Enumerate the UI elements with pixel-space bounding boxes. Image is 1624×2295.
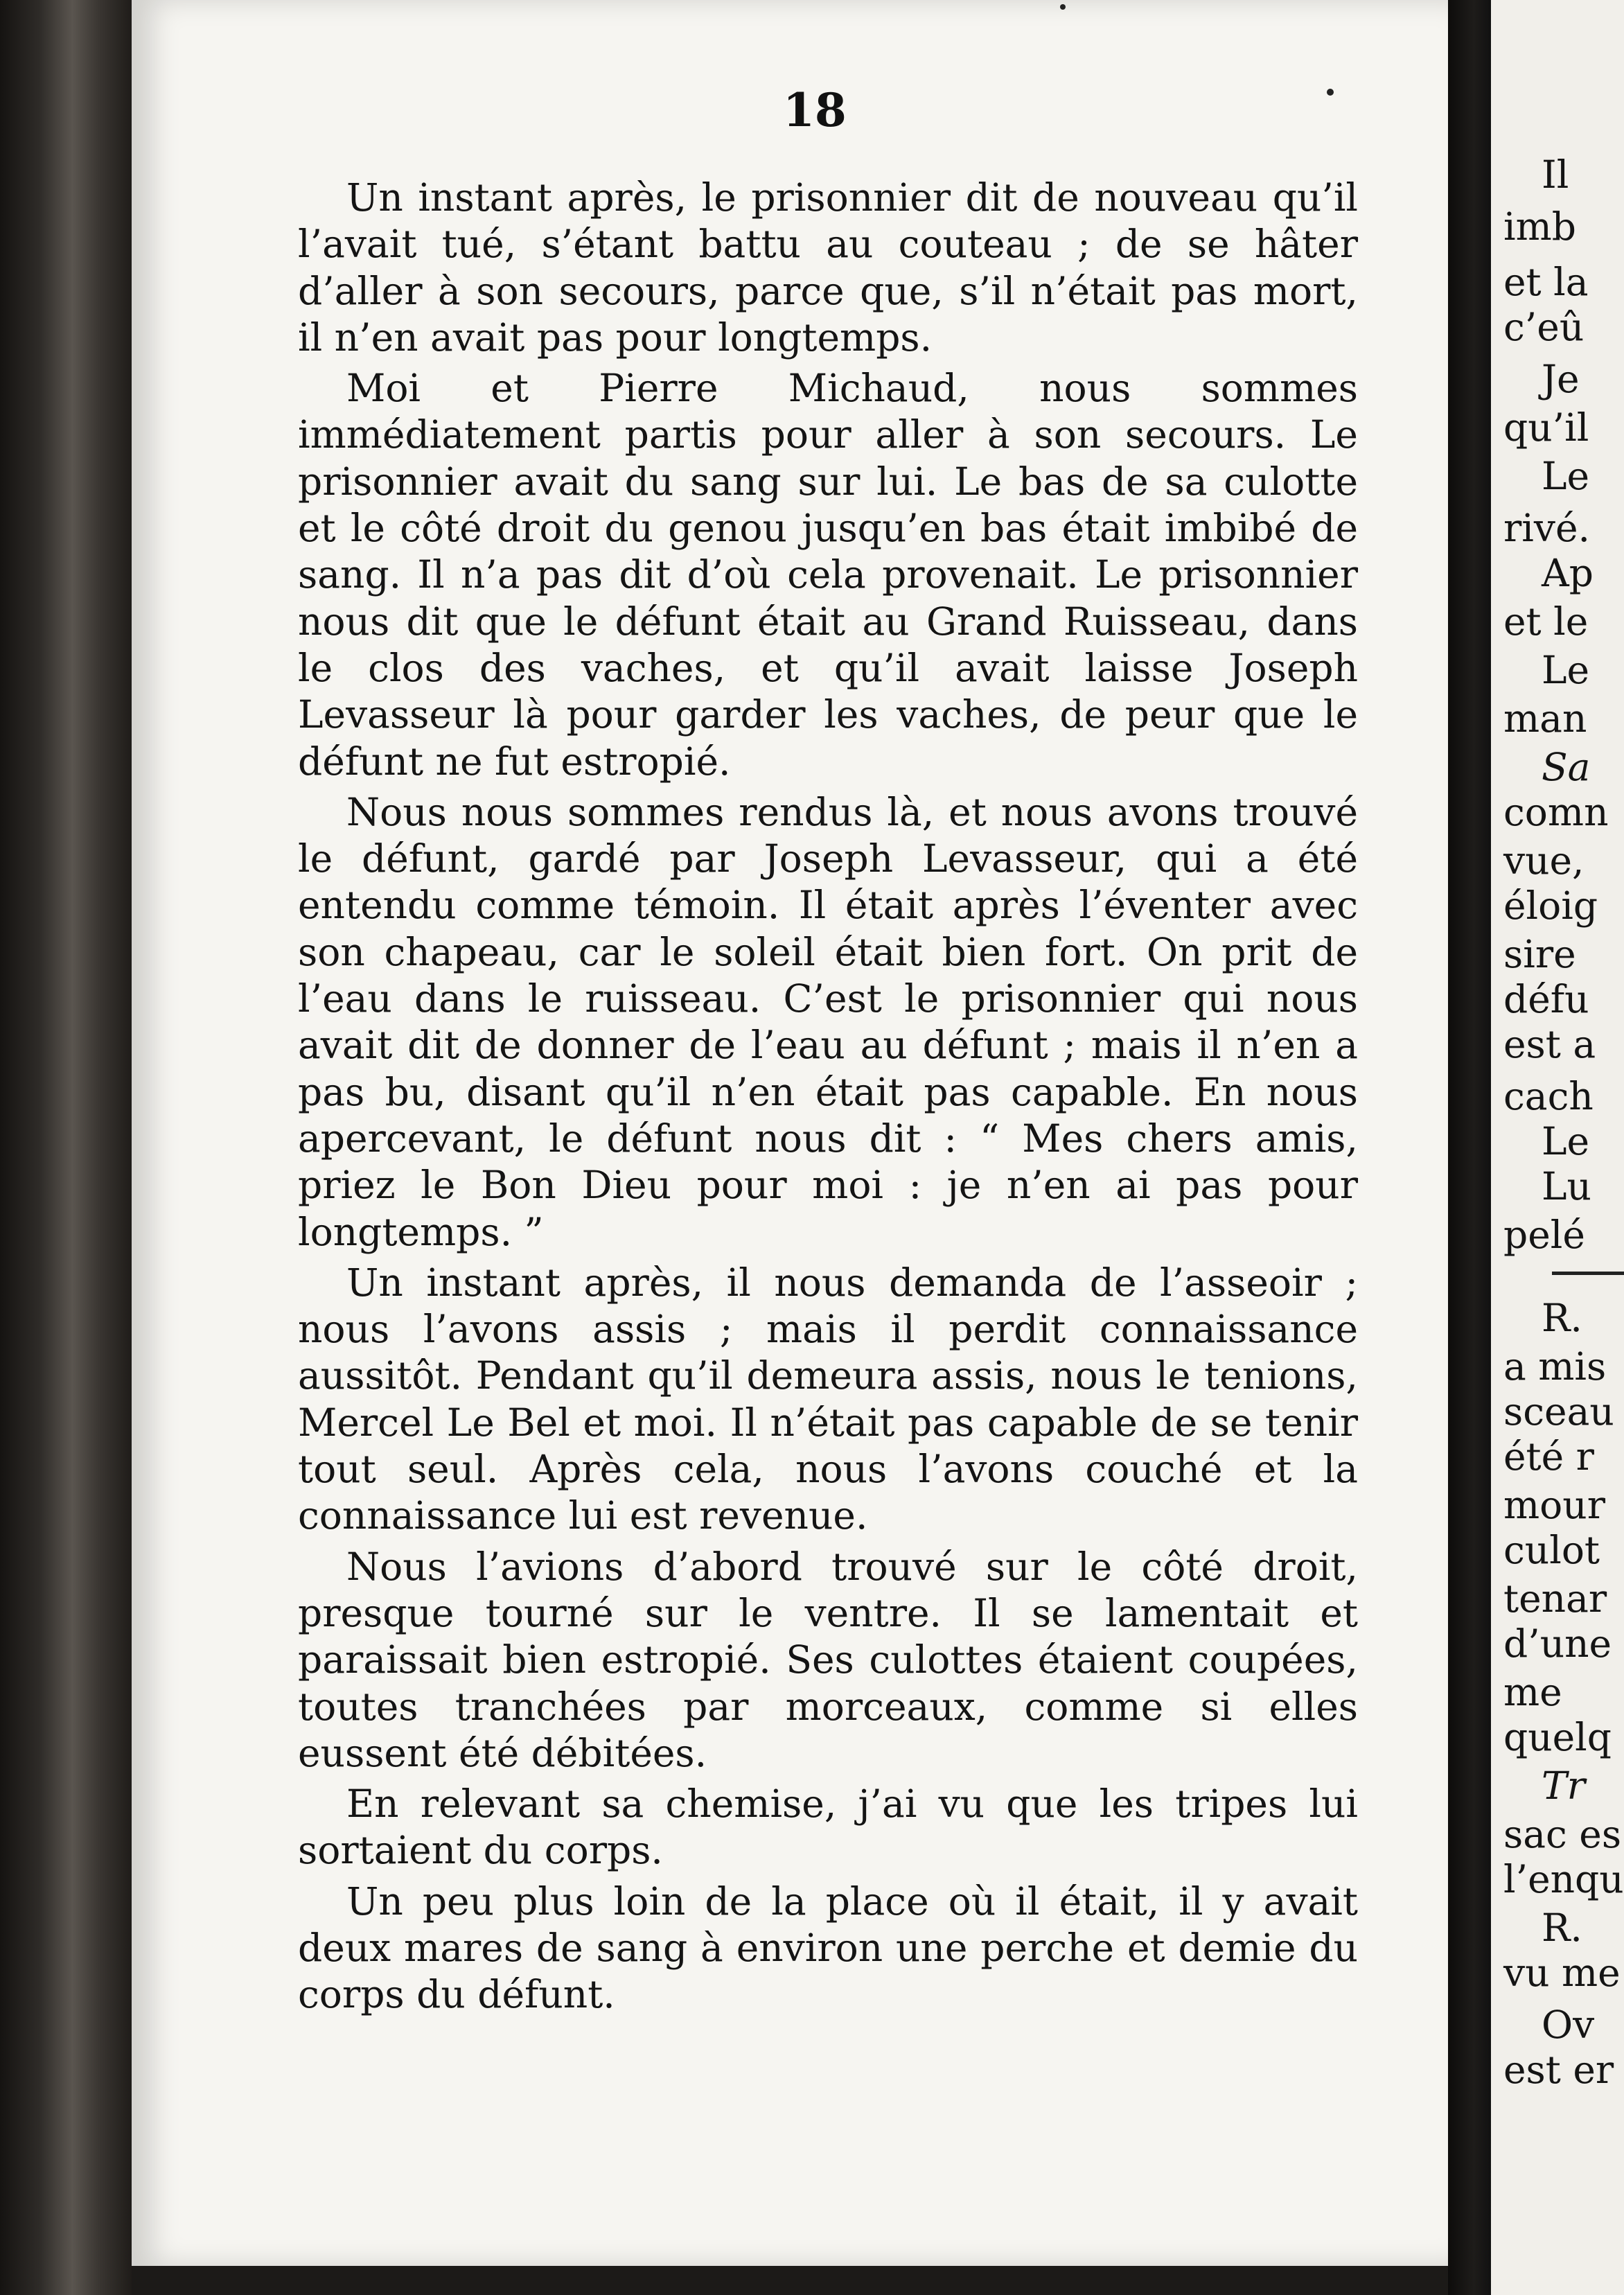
page-number: 18 bbox=[783, 83, 847, 137]
facing-page-line: R. bbox=[1542, 1906, 1582, 1950]
facing-page-line: culot bbox=[1503, 1528, 1600, 1572]
facing-page-line: Il bbox=[1542, 152, 1569, 197]
facing-page-line: sire bbox=[1503, 932, 1576, 976]
facing-page-rule bbox=[1552, 1272, 1624, 1275]
paragraph-1: Un instant après, le prisonnier dit de nouveau qu’il l’avait tué, s’étant battu au couteau ; de se hâter d’aller à son secours, parce que, s’il n’était pas mort, il n’en avait pas pour longtemps. bbox=[298, 175, 1358, 360]
facing-page-line: man bbox=[1503, 696, 1587, 741]
facing-page-line: et le bbox=[1503, 599, 1589, 644]
facing-page-line: Le bbox=[1542, 648, 1590, 692]
facing-page-line: imb bbox=[1503, 204, 1576, 249]
paragraph-2: Moi et Pierre Michaud, nous sommes immédiatement partis pour aller à son secours. Le prisonnier avait du sang sur lui. Le bas de sa culotte et le côté droit du genou jusqu’en bas était imbibé de sang. Il n’a pas dit d’où cela provenait. Le prisonnier nous dit que le défunt était au Grand Ruisseau, dans le clos des vaches, et qu’il avait laisse Joseph Levasseur là pour garder les vaches, de peur que le défunt ne fut estropié. bbox=[298, 366, 1358, 784]
facing-page-line: été r bbox=[1503, 1434, 1594, 1479]
facing-page-line: Le bbox=[1542, 454, 1590, 498]
facing-page-line: c’eû bbox=[1503, 305, 1585, 349]
facing-page-line: Ov bbox=[1542, 2003, 1595, 2047]
facing-page-line: me bbox=[1503, 1670, 1562, 1714]
ink-speck bbox=[1060, 4, 1066, 10]
facing-page-line: comn bbox=[1503, 790, 1609, 834]
facing-page-line: vue, bbox=[1503, 838, 1585, 883]
ink-speck bbox=[1327, 89, 1334, 96]
facing-page-line: d’une bbox=[1503, 1621, 1612, 1666]
page-text bbox=[298, 175, 1358, 2023]
facing-page-line: R. bbox=[1542, 1296, 1582, 1340]
facing-page-line: défu bbox=[1503, 977, 1589, 1021]
facing-page-line: pelé bbox=[1503, 1213, 1585, 1257]
paragraph-5: Nous l’avions d’abord trouvé sur le côté droit, presque tourné sur le ventre. Il se lamentait et paraissait bien estropié. Ses culottes étaient coupées, toutes tranchées par morceaux, comme si elles eussent été débitées. bbox=[298, 1544, 1358, 1775]
facing-page-line: mour bbox=[1503, 1483, 1605, 1527]
facing-page-line: cach bbox=[1503, 1074, 1594, 1118]
facing-page-line: et la bbox=[1503, 260, 1589, 304]
facing-page-line: Tr bbox=[1542, 1764, 1585, 1808]
facing-page-line: quelq bbox=[1503, 1715, 1612, 1759]
facing-page-line: est er bbox=[1503, 2048, 1614, 2092]
paragraph-4: Un instant après, il nous demanda de l’asseoir ; nous l’avons assis ; mais il perdit connaissance aussitôt. Pendant qu’il demeura assis, nous le tenions, Mercel Le Bel et moi. Il n’était pas capable de se tenir tout seul. Après cela, nous l’avons couché et la connaissance lui est revenue. bbox=[298, 1260, 1358, 1538]
facing-page-line: a mis bbox=[1503, 1344, 1607, 1389]
facing-page-line: Lu bbox=[1542, 1164, 1591, 1208]
facing-page-line: sac es bbox=[1503, 1812, 1622, 1856]
book-spine-left bbox=[0, 0, 132, 2295]
facing-page-line: tenar bbox=[1503, 1576, 1607, 1621]
facing-page-line: qu’il bbox=[1503, 405, 1589, 450]
book-gutter bbox=[1448, 0, 1491, 2295]
facing-page-line: Le bbox=[1542, 1119, 1590, 1163]
paragraph-3: Nous nous sommes rendus là, et nous avons trouvé le défunt, gardé par Joseph Levasseur, qui a été entendu comme témoin. Il était après l’éventer avec son chapeau, car le soleil était bien fort. On prit de l’eau dans le ruisseau. C’est le prisonnier qui nous avait dit de donner de l’eau au défunt ; mais il n’en a pas bu, disant qu’il n’en était pas capable. En nous apercevant, le défunt nous dit : “ Mes chers amis, priez le Bon Dieu pour moi : je n’en ai pas pour longtemps. ” bbox=[298, 789, 1358, 1254]
facing-page-line: éloig bbox=[1503, 883, 1598, 928]
facing-page-line: l’enqu bbox=[1503, 1857, 1624, 1901]
facing-page-line: vu me bbox=[1503, 1951, 1621, 1995]
facing-page-line: Sa bbox=[1542, 745, 1591, 789]
paragraph-7: Un peu plus loin de la place où il était, il y avait deux mares de sang à environ une perche et demie du corps du défunt. bbox=[298, 1879, 1358, 2017]
facing-page-fragment bbox=[1491, 0, 1624, 2295]
facing-page-line: sceau bbox=[1503, 1389, 1614, 1434]
facing-page-line: rivé. bbox=[1503, 506, 1590, 550]
facing-page-line: est a bbox=[1503, 1022, 1596, 1066]
paragraph-6: En relevant sa chemise, j’ai vu que les tripes lui sortaient du corps. bbox=[298, 1782, 1358, 1873]
facing-page-line: Je bbox=[1542, 357, 1580, 401]
facing-page-line: Ap bbox=[1542, 551, 1594, 595]
